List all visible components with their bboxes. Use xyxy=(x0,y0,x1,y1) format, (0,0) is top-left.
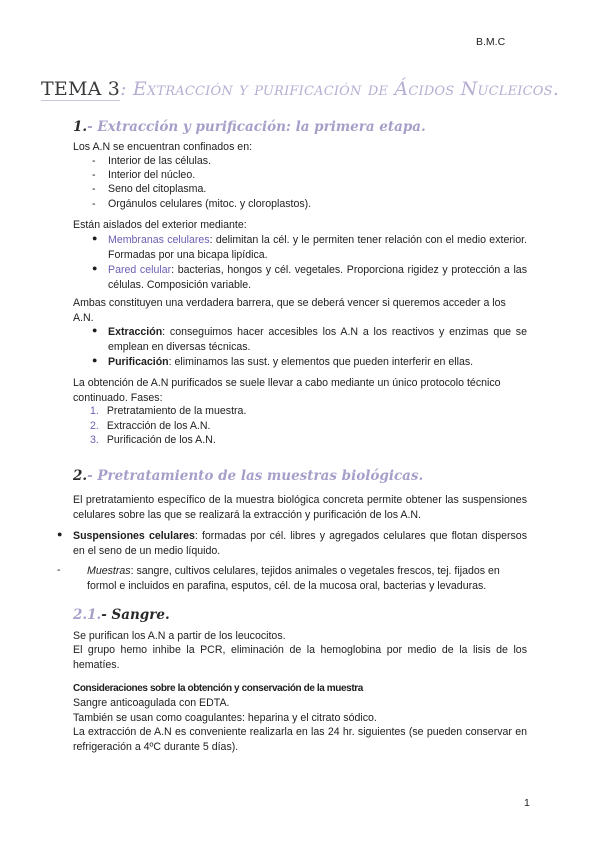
s1-protocol: La obtención de A.N purificados se suele llevar a cabo mediante un único protocolo técnico continuado. Fases: xyxy=(73,377,501,404)
s21-c2: También se usan como coagulantes: heparina y el citrato sódico. xyxy=(73,712,377,724)
section-2-title: - Pretratamiento de las muestras biológicas. xyxy=(87,468,424,484)
page-number: 1 xyxy=(524,797,530,809)
list-item: - Interior de las células. xyxy=(92,155,212,167)
section-21-title: - Sangre. xyxy=(101,607,170,623)
document-title xyxy=(0,78,600,100)
bullet-icon: ● xyxy=(92,325,98,335)
s1-bullet-extraccion: Extracción: conseguimos hacer accesibles los A.N a los reactivos y enzimas que se emplean en diversas técnicas. xyxy=(108,326,527,353)
list-item: - Orgánulos celulares (mitoc. y cloroplastos). xyxy=(92,198,312,210)
author-initials: B.M.C xyxy=(476,36,506,48)
dash-marker: - xyxy=(57,564,61,576)
section-1-number: 1. xyxy=(73,119,88,135)
title-tema: TEMA 3 xyxy=(41,78,121,100)
list-item: 3. Purificación de los A.N. xyxy=(90,434,216,446)
s21-line1: Se purifican los A.N a partir de los leucocitos. xyxy=(73,630,286,642)
s21-c1: Sangre anticoagulada con EDTA. xyxy=(73,697,230,709)
section-21-heading xyxy=(73,607,170,623)
section-2-heading xyxy=(73,468,423,484)
s1-barrier: Ambas constituyen una verdadera barrera, que se deberá vencer si queremos acceder a los A.N. xyxy=(73,297,506,324)
s21-c3: La extracción de A.N es conveniente realizarla en las 24 hr. siguientes (se pueden conservar en refrigeración a 4ºC durante 5 días). xyxy=(73,726,527,753)
s21-subheading: Consideraciones sobre la obtención y conservación de la muestra xyxy=(73,683,363,694)
bullet-icon: ● xyxy=(92,263,98,273)
s1-intro: Los A.N se encuentran confinados en: xyxy=(73,141,253,153)
section-1-heading xyxy=(73,119,426,135)
list-item: 2. Extracción de los A.N. xyxy=(90,420,211,432)
list-item: 1. Pretratamiento de la muestra. xyxy=(90,405,247,417)
section-21-number: 2.1. xyxy=(73,607,102,623)
s2-bullet-suspensiones: Suspensiones celulares: formadas por cél. libres y agregados celulares que flotan dispersos en el seno de un medio líquido. xyxy=(73,530,527,557)
bullet-icon: ● xyxy=(92,355,98,365)
section-2-number: 2. xyxy=(73,468,88,484)
s1-bullet-membranas: Membranas celulares: delimitan la cél. y le permiten tener relación con el medio exterior. Formadas por una bicapa lipídica. xyxy=(108,234,527,261)
s1-bullet-purificacion: Purificación: eliminamos las sust. y elementos que pueden interferir en ellas. xyxy=(108,356,474,368)
title-colon: : xyxy=(120,78,127,100)
s1-bullet-pared: Pared celular: bacterias, hongos y cél. vegetales. Proporciona rigidez y protección a las células. Composición variable. xyxy=(108,264,527,291)
list-item: - Seno del citoplasma. xyxy=(92,183,207,195)
section-1-title: - Extracción y purificación: la primera etapa. xyxy=(87,119,426,135)
bullet-icon: ● xyxy=(57,529,63,539)
s1-isolated-intro: Están aislados del exterior mediante: xyxy=(73,219,247,231)
s2-dash-muestras: Muestras: sangre, cultivos celulares, tejidos animales o vegetales frescos, tej. fijados en formol e incluidos en parafina, esputos, cél. de la mucosa oral, bacterias y levaduras. xyxy=(87,565,500,592)
list-item: - Interior del núcleo. xyxy=(92,169,196,181)
bullet-icon: ● xyxy=(92,233,98,243)
s21-line2: El grupo hemo inhibe la PCR, eliminación de la hemoglobina por medio de la lisis de los hematíes. xyxy=(73,644,527,671)
title-rest: Extracción y purificación de Ácidos Nucleicos. xyxy=(132,78,559,100)
s2-para: El pretratamiento específico de la muestra biológica concreta permite obtener las suspensiones celulares sobre las que se realizará la extracción y purificación de los A.N. xyxy=(73,494,527,521)
